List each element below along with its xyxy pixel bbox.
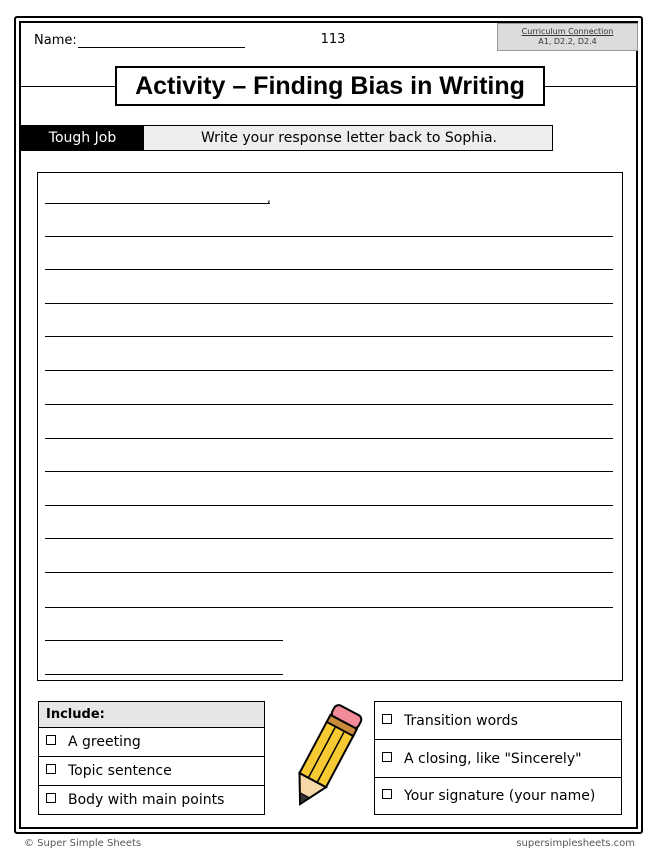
closing-line[interactable]: [45, 640, 283, 641]
checkbox-icon[interactable]: [382, 714, 392, 724]
signature-line[interactable]: [45, 674, 283, 675]
checklist-item-label: Topic sentence: [68, 763, 172, 779]
checklist-item[interactable]: [374, 701, 622, 740]
writing-line[interactable]: [45, 471, 613, 472]
page-title: Activity – Finding Bias in Writing: [115, 66, 545, 106]
letter-writing-area[interactable]: [37, 172, 623, 681]
task-text: Write your response letter back to Sophia.: [200, 130, 498, 146]
title-rule-left: [21, 86, 115, 87]
checklist-item[interactable]: [38, 727, 265, 757]
checklist-item[interactable]: [38, 756, 265, 786]
checklist-item-label: Transition words: [404, 713, 518, 729]
checklist-item-label: Your signature (your name): [404, 788, 596, 804]
writing-line[interactable]: [45, 303, 613, 304]
writing-line[interactable]: [45, 269, 613, 270]
writing-line[interactable]: [45, 404, 613, 405]
checklist-item[interactable]: [374, 739, 622, 778]
checklist-item[interactable]: [38, 785, 265, 815]
checklist-item-label: A closing, like "Sincerely": [404, 751, 582, 767]
writing-line[interactable]: [45, 370, 613, 371]
checkbox-icon[interactable]: [46, 793, 56, 803]
writing-line[interactable]: [45, 572, 613, 573]
name-label: Name:: [34, 33, 77, 48]
title-rule-right: [545, 86, 637, 87]
writing-line[interactable]: [45, 607, 613, 608]
page-number: 113: [320, 32, 346, 47]
include-heading: Include:: [38, 701, 265, 728]
checkbox-icon[interactable]: [46, 764, 56, 774]
footer-website[interactable]: supersimplesheets.com: [516, 838, 635, 849]
writing-line[interactable]: [45, 505, 613, 506]
checkbox-icon[interactable]: [46, 735, 56, 745]
greeting-comma: ,: [267, 191, 271, 205]
pencil-icon: [283, 702, 365, 816]
task-label: Tough Job: [21, 125, 144, 151]
writing-line[interactable]: [45, 236, 613, 237]
checkbox-icon[interactable]: [382, 752, 392, 762]
checklist-item-label: A greeting: [68, 734, 141, 750]
footer-copyright: © Super Simple Sheets: [24, 838, 142, 849]
checkbox-icon[interactable]: [382, 789, 392, 799]
curriculum-connection-badge: [497, 23, 638, 51]
writing-line[interactable]: [45, 438, 613, 439]
greeting-line[interactable]: [45, 203, 270, 204]
writing-line[interactable]: [45, 336, 613, 337]
checklist-item[interactable]: [374, 777, 622, 815]
curriculum-codes: A1, D2.2, D2.4: [538, 37, 597, 46]
name-field[interactable]: [78, 47, 245, 48]
checklist-item-label: Body with main points: [68, 792, 225, 808]
curriculum-title: Curriculum Connection: [521, 27, 614, 36]
writing-line[interactable]: [45, 538, 613, 539]
